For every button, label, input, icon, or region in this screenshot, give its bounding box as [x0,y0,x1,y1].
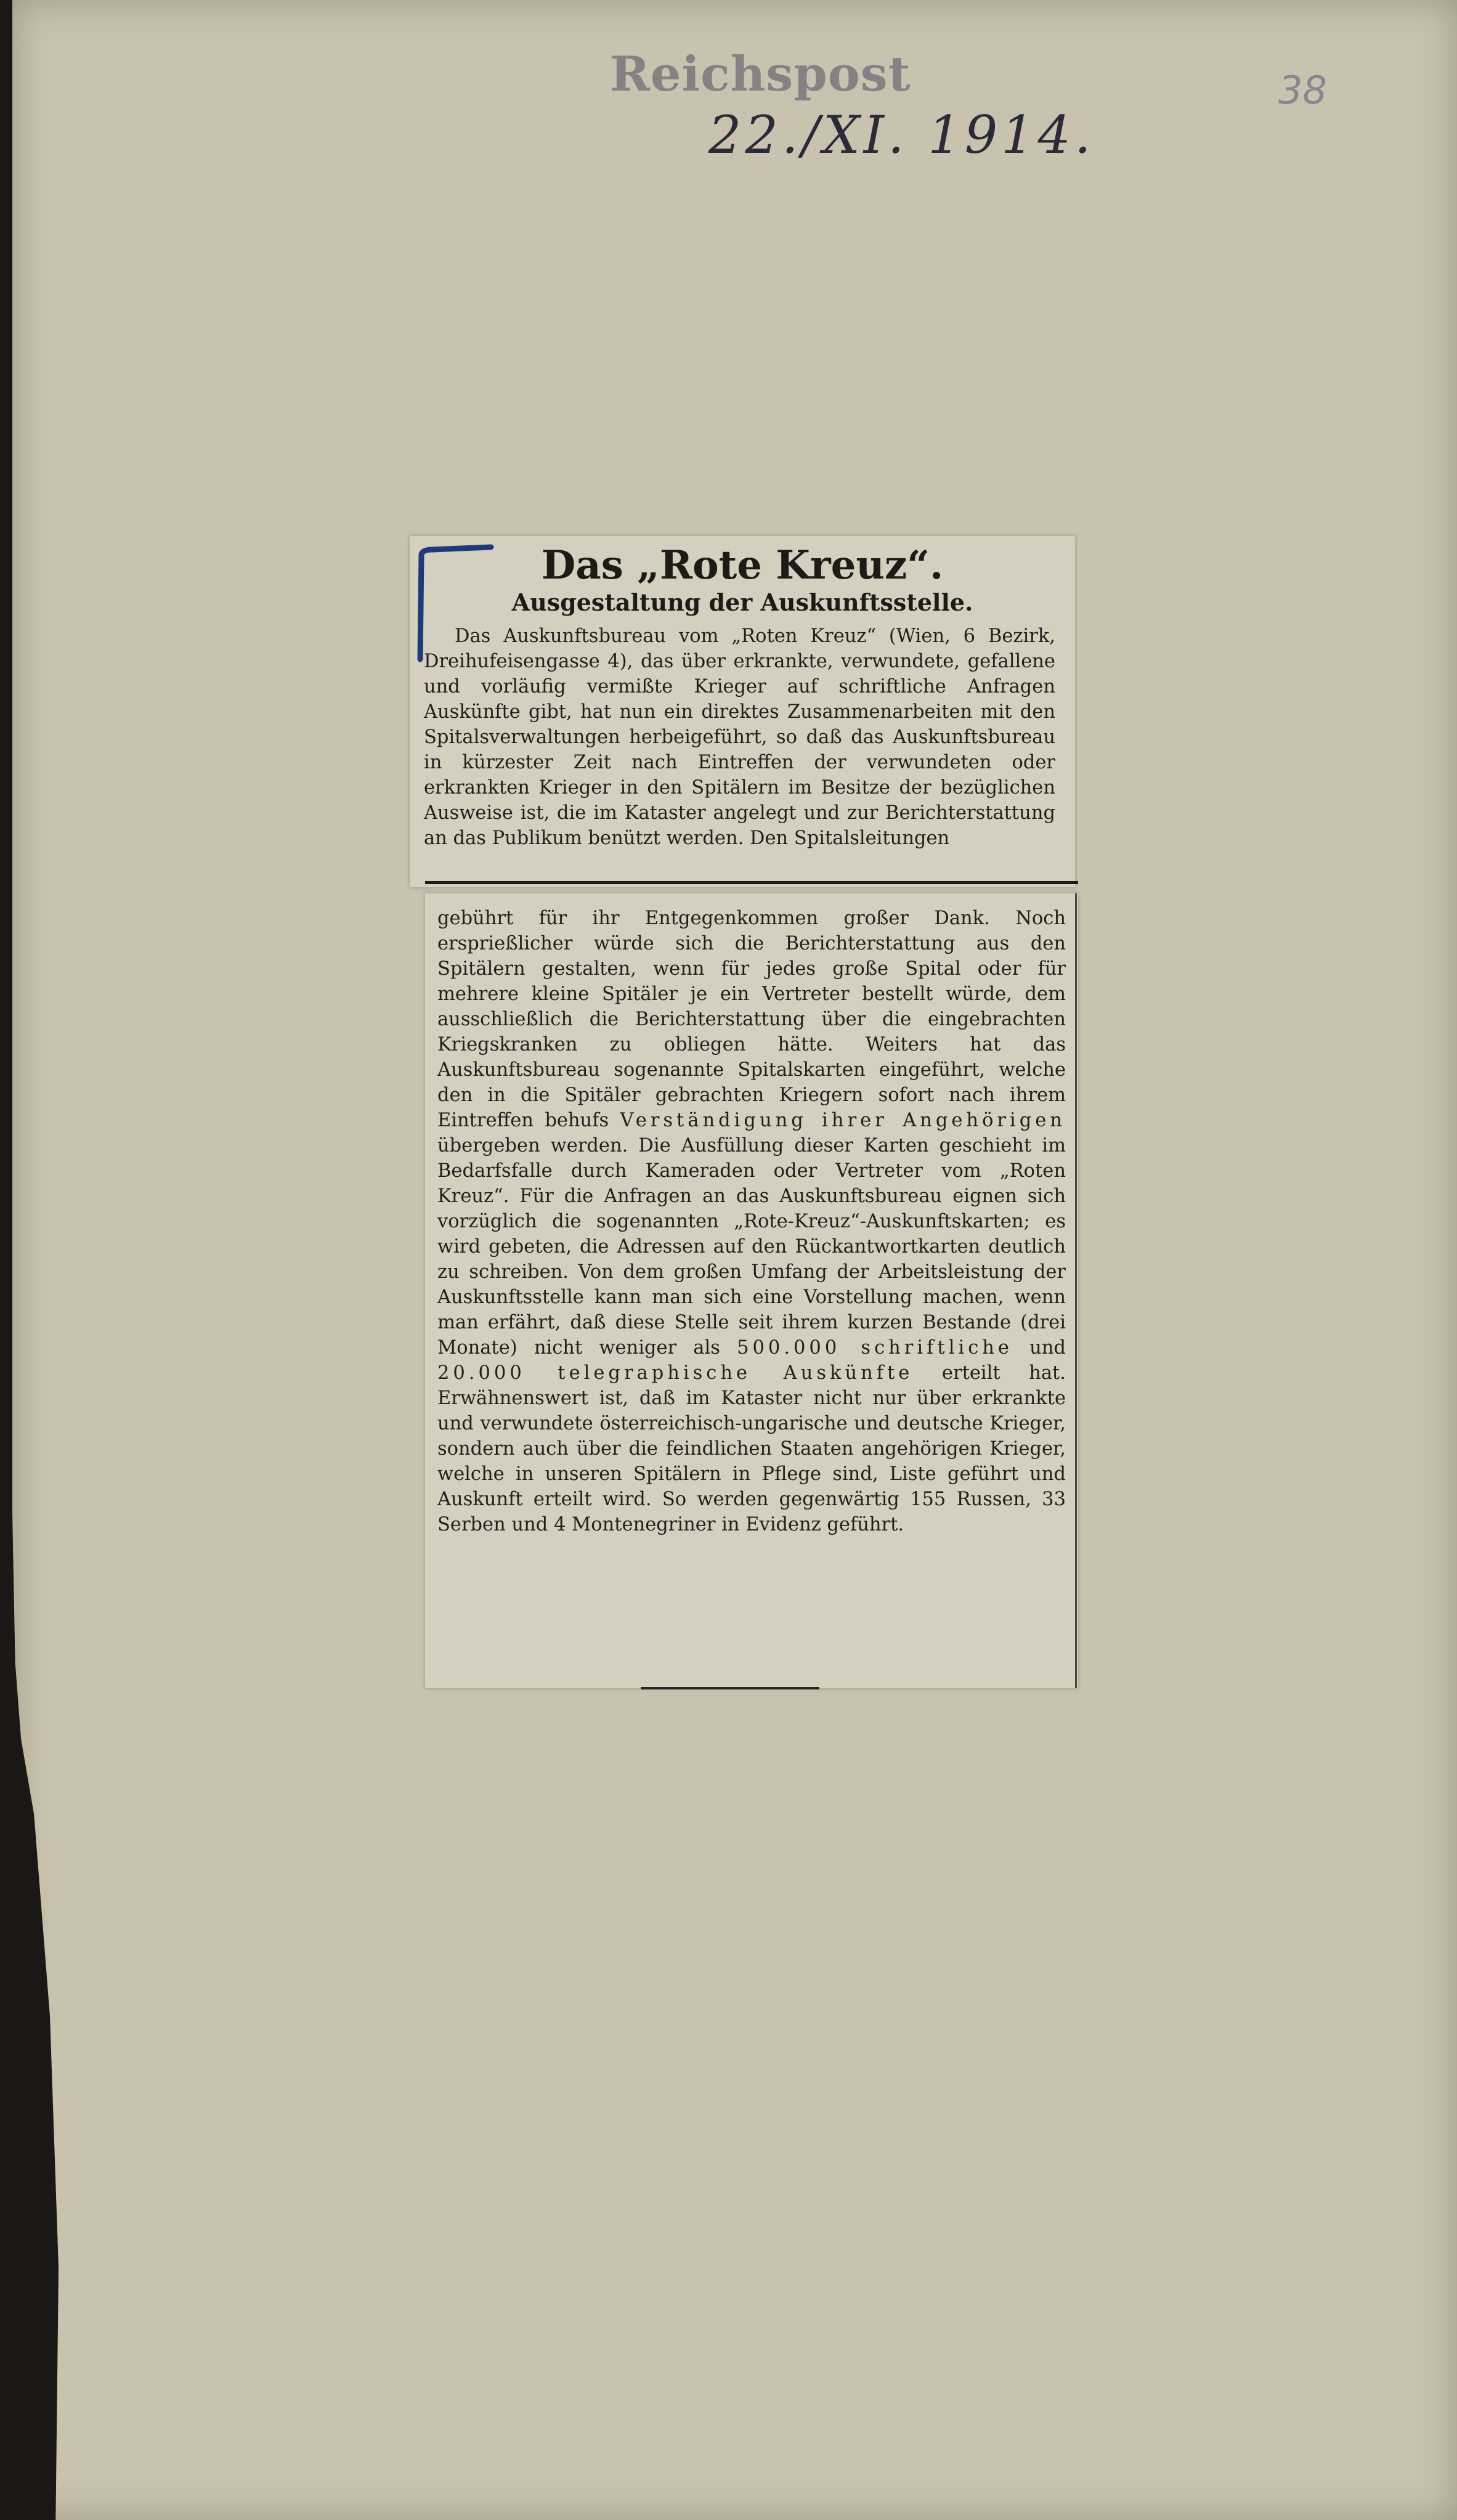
article-end-rule [641,1687,819,1689]
column-edge-line [1075,893,1077,1688]
handwritten-date: 22./XI. 1914. [708,105,1095,165]
spaced-emphasis: Verständigung ihrer Angehörigen [620,1110,1066,1131]
article-paragraph-2 [437,906,1066,1537]
newspaper-stamp: Reichspost [610,46,911,102]
page-number: 38 [1278,68,1327,113]
text-run: und [1012,1337,1066,1359]
column-rule [425,881,1078,884]
text-run: übergeben werden. Die Ausfüllung dieser Karten geschieht im Bedarfsfalle durch Kameraden oder Vertreter vom „Roten Kreuz“. Für die Anfragen an das Auskunftsbureau eignen sich vorzüglich die sogenannten „Rote-Kreuz“-Auskunftskarten; es wird gebeten, die Adressen auf den Rückantwortkarten deutlich zu schreiben. Von dem großen Umfang der Arbeitsleistung der Auskunftsstelle kann man sich eine Vorstellung machen, wenn man erfährt, daß diese Stelle seit ihrem kurzen Bestande (drei Monate) nicht weniger als [437,1135,1066,1359]
text-run: erteilt hat. Erwähnenswert ist, daß im Kataster nicht nur über erkrankte und verwundete österreichisch-ungarische und deutsche Krieger, sondern auch über die feindlichen Staaten angehörigen Krieger, welche in unseren Spitälern in Pflege sind, Liste geführt und Auskunft erteilt wird. So werden gegenwärtig 155 Russen, 33 Serben und 4 Montenegriner in Evidenz geführt. [437,1362,1066,1535]
spaced-emphasis: 500.000 schriftliche [737,1337,1013,1359]
article-paragraph-1: Das Auskunftsbureau vom „Roten Kreuz“ (Wien, 6 Bezirk, Dreihufeisengasse 4), das über erkrankte, verwundete, gefallene und vorläufig vermißte Krieger auf schriftliche Anfragen Auskünfte gibt, hat nun ein direktes Zusammenarbeiten mit den Spitalsverwaltungen herbeigeführt, so daß das Auskunftsbureau in kürzester Zeit nach Eintreffen der verwundeten oder erkrankten Krieger in den Spitälern im Besitze der bezüglichen Ausweise ist, die im Kataster angelegt und zur Berichterstattung an das Publikum benützt werden. Den Spitalsleitungen [424,625,1055,849]
spaced-emphasis: 20.000 telegraphische Auskünfte [437,1362,914,1384]
article-title: Das „Rote Kreuz“. [541,542,944,588]
text-run: gebührt für ihr Entgegenkommen großer Dank. Noch ersprießlicher würde sich die Berichterstattung aus den Spitälern gestalten, wenn für jedes große Spital oder für mehrere kleine Spitäler je ein Vertreter bestellt würde, dem ausschließlich die Berichterstattung über die eingebrachten Kriegskranken zu obliegen hätte. Weiters hat das Auskunftsbureau sogenannte Spitalskarten eingeführt, welche den in die Spitäler gebrachten Kriegern sofort nach ihrem Eintreffen behufs [437,908,1066,1131]
article-subtitle: Ausgestaltung der Auskunftsstelle. [511,588,973,616]
